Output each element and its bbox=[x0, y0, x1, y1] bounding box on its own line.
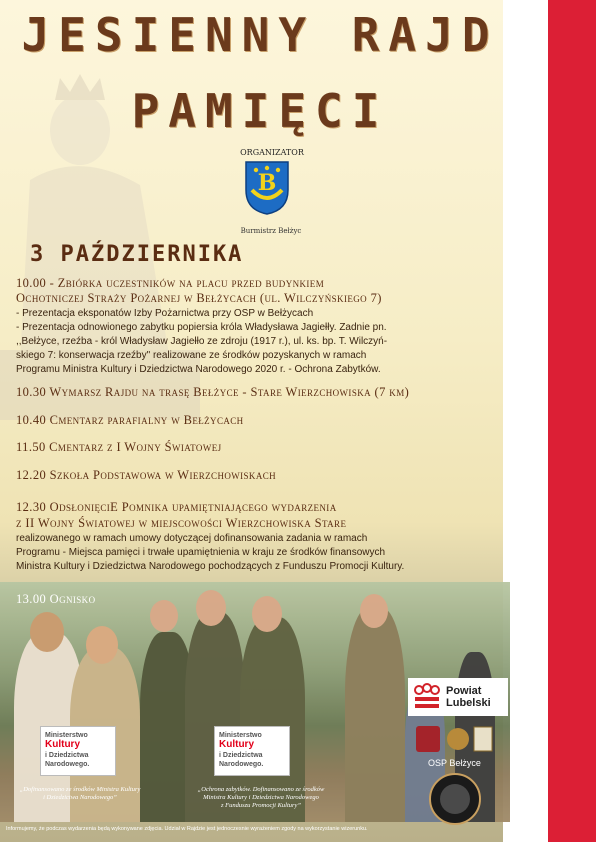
final-event: 13.00 Ognisko bbox=[16, 592, 96, 606]
event-line: z II Wojny Światowej w miejscowości Wierzchowiska Stare bbox=[16, 516, 347, 530]
footer-note: Informujemy, że podczas wydarzenia będą wykonywane zdjęcia. Udział w Rajdzie jest jednoczesnie wyrażeniem zgody na wykorzystanie wizerunku. bbox=[6, 826, 368, 832]
powiat-line: Powiat bbox=[446, 685, 482, 697]
person-head bbox=[252, 596, 282, 632]
ministry-logo-line: Kultury bbox=[45, 739, 80, 750]
ministry-logo-left bbox=[40, 726, 116, 776]
event-date: 3 PAŹDZIERNIKA bbox=[30, 242, 244, 267]
caption-left bbox=[0, 786, 160, 802]
event-line: 12.30 OdsłonięciE Pomnika upamiętniającego wydarzenia bbox=[16, 500, 337, 514]
detail-line: Programu Ministra Kultury i Dziedzictwa Narodowego 2020 r. - Ochrona Zabytków. bbox=[16, 364, 381, 375]
powiat-lubelski-logo bbox=[408, 678, 508, 716]
ministry-logo-right bbox=[214, 726, 290, 776]
ministry-logo-line: Kultury bbox=[219, 739, 254, 750]
osp-label: OSP Bełżyce bbox=[428, 758, 481, 768]
funding-line: Programu - Miejsca pamięci i trwałe upamiętnienia w kraju ze środków finansowych bbox=[16, 547, 386, 558]
ministry-logo-line: i Dziedzictwa bbox=[219, 752, 263, 759]
title-line-1: JESIENNY RAJD bbox=[21, 8, 499, 62]
schedule-line-1: 10.00 - Zbiórka uczestników na placu przed budynkiem bbox=[16, 276, 325, 290]
caption-left-line: „Dofinansowano ze środków Ministra Kultury bbox=[19, 786, 141, 793]
event-line: 12.20 Szkoła Podstawowa w Wierzchowiskach bbox=[16, 468, 277, 482]
caption-right-line: z Funduszu Promocji Kultury” bbox=[220, 802, 302, 809]
powiat-crown-icon bbox=[412, 682, 442, 712]
detail-line: skiego 7: konserwacja rzeźby" realizowane ze środków pozyskanych w ramach bbox=[16, 350, 367, 361]
organizer-name: Burmistrz Bełżyc bbox=[240, 227, 302, 235]
belzyce-crest-icon bbox=[244, 160, 290, 216]
event-line: 11.50 Cmentarz z I Wojny Światowej bbox=[16, 440, 222, 454]
person-head bbox=[360, 594, 388, 628]
funding-line: Ministra Kultury i Dziedzictwa Narodowego pochodzących z Funduszu Promocji Kultury. bbox=[16, 561, 405, 572]
person-figure bbox=[345, 607, 405, 822]
ministry-logo-line: Narodowego. bbox=[219, 761, 264, 768]
person-head bbox=[30, 612, 64, 652]
caption-right-line: „Ochrona zabytków. Dofinansowano ze środków bbox=[197, 786, 325, 793]
person-head bbox=[86, 626, 118, 664]
memorial-emblem-icon bbox=[428, 772, 482, 826]
powiat-line: Lubelski bbox=[446, 697, 491, 709]
event-line: 10.30 Wymarsz Rajdu na trasę Bełżyce - Stare Wierzchowiska (7 km) bbox=[16, 385, 410, 399]
caption-right bbox=[176, 786, 346, 810]
title-line-2: PAMIĘCI bbox=[131, 84, 389, 138]
ministry-logo-line: Ministerstwo bbox=[45, 732, 88, 739]
crest-letter: B bbox=[257, 170, 277, 196]
person-head bbox=[196, 590, 226, 626]
schedule-line-2: Ochotniczej Straży Pożarnej w Bełżycach (ul. Wilczyńskiego 7) bbox=[16, 291, 382, 305]
ministry-logo-line: Narodowego. bbox=[45, 761, 90, 768]
flag-red-stripe bbox=[548, 0, 596, 842]
organizer-label: ORGANIZATOR bbox=[240, 148, 304, 157]
ministry-logo-line: i Dziedzictwa bbox=[45, 752, 89, 759]
person-head bbox=[150, 600, 178, 632]
ministry-logo-line: Ministerstwo bbox=[219, 732, 262, 739]
detail-line: - Prezentacja eksponatów Izby Pożarnictwa przy OSP w Bełżycach bbox=[16, 308, 314, 319]
caption-left-line: i Dziedzictwa Narodowego” bbox=[43, 794, 117, 801]
detail-line: ,,Bełżyce, rzeźba - król Władysław Jagiełło ze zdroju (1917 r.), ul. ks. bp. T. Wilczyń- bbox=[16, 336, 388, 347]
funding-line: realizowanego w ramach umowy dotyczącej dofinansowania zadania w ramach bbox=[16, 533, 368, 544]
detail-line: - Prezentacja odnowionego zabytku popiersia króla Władysława Jagiełły. Zadnie pn. bbox=[16, 322, 387, 333]
event-line: 10.40 Cmentarz parafialny w Bełżycach bbox=[16, 413, 244, 427]
osp-badges-icon bbox=[414, 722, 494, 756]
caption-right-line: Ministra Kultury i Dziedzictwa Narodowego bbox=[203, 794, 319, 801]
